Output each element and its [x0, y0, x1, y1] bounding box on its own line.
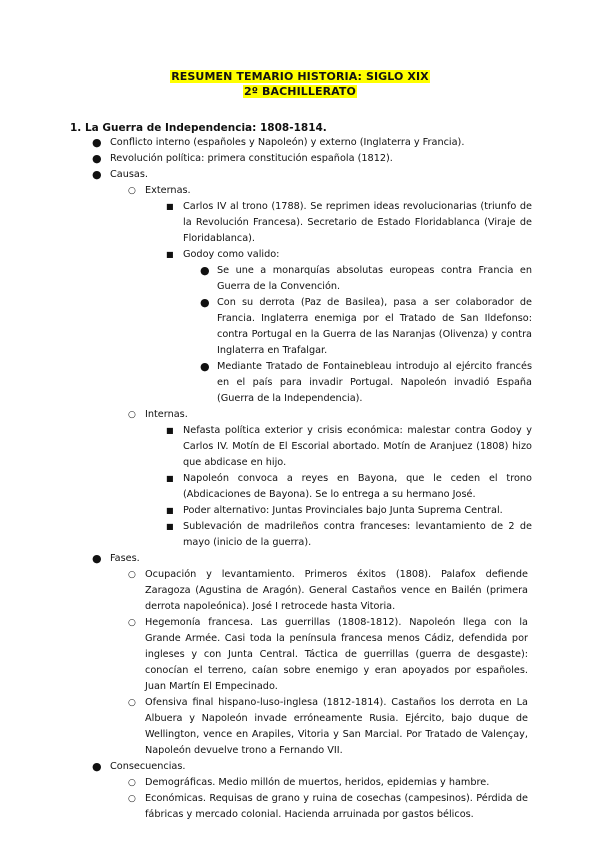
square-bullet-icon: ■ — [166, 250, 174, 259]
list-item — [200, 263, 532, 295]
list-item — [92, 151, 528, 167]
phase-c-text: Ofensiva final hispano-luso-inglesa (1812-1814). Castaños los derrota en La Albuera y Napoleón invade erróneamente Rusia. Ejército, bajo duque de Wellington, vence en Arapiles, Vitoria y San Marcial. Por Tratado de Valençay, Napoleón devuelve trono a Fernando VII. — [145, 697, 528, 756]
bullet-icon: ● — [92, 168, 102, 181]
bullet-icon: ● — [200, 296, 210, 309]
bullet-icon: ● — [92, 136, 102, 149]
conflict-text: Conflicto interno (españoles y Napoleón) y externo (Inglaterra y Francia). — [110, 137, 465, 148]
godoy-c-text: Mediante Tratado de Fontainebleau introdujo al ejército francés en el país para invadir Portugal. Napoleón invadió España (Guerra de la Independencia). — [217, 361, 532, 404]
bullet-icon: ● — [92, 552, 102, 565]
circle-bullet-icon: ○ — [128, 186, 136, 196]
list-item — [128, 695, 528, 759]
circle-bullet-icon: ○ — [128, 794, 136, 804]
list-item — [166, 247, 532, 263]
square-bullet-icon: ■ — [166, 426, 174, 435]
list-item — [92, 551, 528, 567]
revolution-text: Revolución política: primera constitución española (1812). — [110, 153, 393, 164]
list-item — [92, 135, 528, 151]
title-block — [0, 69, 600, 99]
list-item — [200, 359, 532, 407]
square-bullet-icon: ■ — [166, 202, 174, 211]
section-heading: 1. La Guerra de Independencia: 1808-1814. — [70, 122, 327, 134]
internal-a-text: Nefasta política exterior y crisis económica: malestar contra Godoy y Carlos IV. Motín de El Escorial abortado. Motín de Aranjuez (1808) hizo que abdicase en hijo. — [183, 425, 532, 468]
square-bullet-icon: ■ — [166, 506, 174, 515]
godoy-b-text: Con su derrota (Paz de Basilea), pasa a ser colaborador de Francia. Inglaterra enemiga por el Tratado de San Ildefonso: contra Portugal en la Guerra de las Naranjas (Olivenza) y contra Inglaterra en Trafalgar. — [217, 297, 532, 356]
internal-label: Internas. — [145, 409, 188, 420]
godoy-text: Godoy como valido: — [183, 249, 280, 260]
internal-d-text: Sublevación de madrileños contra franceses: levantamiento de 2 de mayo (inicio de la guerra). — [183, 521, 532, 548]
bullet-icon: ● — [200, 264, 210, 277]
list-item — [128, 791, 528, 823]
consequences-label: Consecuencias. — [110, 761, 186, 772]
godoy-a-text: Se une a monarquías absolutas europeas contra Francia en Guerra de la Convención. — [217, 265, 532, 292]
circle-bullet-icon: ○ — [128, 410, 136, 420]
list-item — [92, 167, 528, 183]
cons-b-text: Económicas. Requisas de grano y ruina de cosechas (campesinos). Pérdida de fábricas y mercado colonial. Hacienda arruinada por gastos bélicos. — [145, 793, 528, 820]
list-item — [166, 471, 532, 503]
phases-label: Fases. — [110, 553, 140, 564]
circle-bullet-icon: ○ — [128, 618, 136, 628]
list-item — [128, 775, 528, 791]
list-item — [92, 759, 528, 775]
list-item — [128, 407, 528, 423]
list-item — [200, 295, 532, 359]
title-text-2: 2º BACHILLERATO — [244, 85, 356, 98]
bullet-icon: ● — [92, 760, 102, 773]
internal-b-text: Napoleón convoca a reyes en Bayona, que le ceden el trono (Abdicaciones de Bayona). Se lo entrega a su hermano José. — [183, 473, 532, 500]
list-item — [166, 423, 532, 471]
bullet-icon: ● — [92, 152, 102, 165]
list-item — [166, 199, 532, 247]
list-item — [166, 503, 532, 519]
circle-bullet-icon: ○ — [128, 778, 136, 788]
phase-a-text: Ocupación y levantamiento. Primeros éxitos (1808). Palafox defiende Zaragoza (Agustina de Aragón). General Castaños vence en Bailén (primera derrota napoleónica). José I retrocede hasta Vitoria. — [145, 569, 528, 612]
phase-b-text: Hegemonía francesa. Las guerrillas (1808-1812). Napoleón llega con la Grande Armée. Casi toda la península francesa menos Cádiz, defendida por ingleses y con Junta Central. Táctica de guerrillas (guerra de desgaste): conocían el terreno, caían sobre enemigo y eran apoyados por españoles. Juan Martín El Empecinado. — [145, 617, 528, 692]
square-bullet-icon: ■ — [166, 522, 174, 531]
circle-bullet-icon: ○ — [128, 570, 136, 580]
list-item — [128, 183, 528, 199]
title-line-2 — [0, 84, 600, 99]
cons-a-text: Demográficas. Medio millón de muertos, heridos, epidemias y hambre. — [145, 777, 490, 788]
external-label: Externas. — [145, 185, 191, 196]
carlos-text: Carlos IV al trono (1788). Se reprimen ideas revolucionarias (triunfo de la Revolución Francesa). Secretario de Estado Floridablanca (Viraje de Floridablanca). — [183, 201, 532, 244]
circle-bullet-icon: ○ — [128, 698, 136, 708]
list-item — [128, 567, 528, 615]
list-item — [128, 615, 528, 695]
bullet-icon: ● — [200, 360, 210, 373]
causes-label: Causas. — [110, 169, 148, 180]
title-line-1 — [0, 69, 600, 84]
list-item — [166, 519, 532, 551]
square-bullet-icon: ■ — [166, 474, 174, 483]
title-text-1: RESUMEN TEMARIO HISTORIA: SIGLO XIX — [171, 70, 429, 83]
content — [0, 135, 600, 823]
internal-c-text: Poder alternativo: Juntas Provinciales bajo Junta Suprema Central. — [183, 505, 503, 516]
